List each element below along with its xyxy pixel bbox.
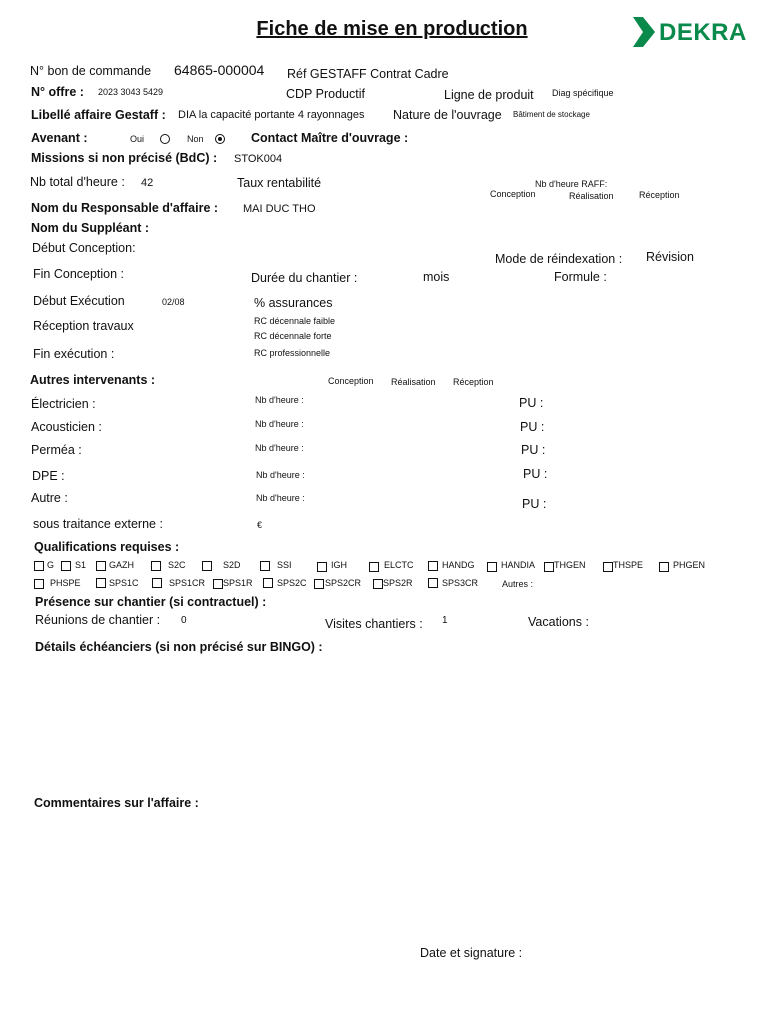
qual-sps2c-checkbox[interactable] [263, 578, 273, 588]
assurances-label: % assurances [254, 296, 333, 310]
ref-gestaff: Réf GESTAFF Contrat Cadre [287, 67, 449, 81]
nb-total-heure-label: Nb total d'heure : [30, 175, 125, 189]
qual-handia-checkbox[interactable] [487, 562, 497, 572]
qual-s2c-checkbox[interactable] [151, 561, 161, 571]
qual-sps3cr-label: SPS3CR [442, 578, 479, 588]
qual-s2d-label: S2D [223, 560, 241, 570]
acousticien-nb-heure: Nb d'heure : [255, 419, 304, 429]
nb-total-heure-value: 42 [141, 177, 154, 189]
qual-thgen-label: THGEN [554, 560, 586, 570]
qual-sps2r-checkbox[interactable] [373, 579, 383, 589]
revision-label: Révision [646, 250, 694, 264]
commentaires-label: Commentaires sur l'affaire : [34, 796, 199, 810]
raff-realisation: Réalisation [569, 191, 614, 201]
qual-sps1c-checkbox[interactable] [96, 578, 106, 588]
responsable-value: MAI DUC THO [243, 203, 316, 215]
qual-sps1c-label: SPS1C [109, 578, 139, 588]
debut-execution-value: 02/08 [162, 297, 185, 307]
offre-value: 2023 3043 5429 [98, 87, 164, 97]
reception-travaux-label: Réception travaux [33, 319, 134, 333]
qual-sps1r-checkbox[interactable] [213, 579, 223, 589]
visites-label: Visites chantiers : [325, 617, 423, 631]
qual-sps2cr-label: SPS2CR [325, 578, 362, 588]
reindexation-label: Mode de réindexation : [495, 252, 623, 266]
qual-handg-checkbox[interactable] [428, 561, 438, 571]
vacations-label: Vacations : [528, 615, 589, 629]
qual-gazh-checkbox[interactable] [96, 561, 106, 571]
intervenants-label: Autres intervenants : [30, 373, 156, 387]
dpe-pu: PU : [523, 467, 548, 481]
acousticien-label: Acousticien : [31, 420, 102, 434]
qual-sps1r-label: SPS1R [223, 578, 253, 588]
debut-execution-label: Début Exécution [33, 294, 125, 308]
autre-nb-heure: Nb d'heure : [256, 493, 305, 503]
dekra-logo-icon [631, 15, 657, 49]
autre-label: Autre : [31, 491, 68, 505]
avenant-oui-label: Oui [130, 134, 145, 144]
permea-pu: PU : [521, 443, 546, 457]
qual-g-label: G [47, 560, 55, 570]
intervenants-reception: Réception [453, 377, 494, 387]
qual-handia-label: HANDIA [501, 560, 536, 570]
sous-traitance-label: sous traitance externe : [33, 517, 163, 531]
offre-label: N° offre : [31, 85, 84, 99]
raff-reception: Réception [639, 190, 680, 200]
qual-thspe-label: THSPE [613, 560, 644, 570]
qual-s2c-label: S2C [168, 560, 186, 570]
page-title: Fiche de mise en production [256, 18, 528, 40]
qual-thgen-checkbox[interactable] [544, 562, 554, 572]
ligne-produit-value: Diag spécifique [552, 88, 614, 98]
commande-label: N° bon de commande [30, 64, 152, 78]
qual-phgen-label: PHGEN [673, 560, 706, 570]
qual-sps2c-label: SPS2C [277, 578, 307, 588]
libelle-affaire-value: DIA la capacité portante 4 rayonnages [178, 109, 365, 121]
qual-s2d-checkbox[interactable] [202, 561, 212, 571]
electricien-pu: PU : [519, 396, 544, 410]
avenant-oui-radio[interactable] [160, 134, 170, 144]
nature-ouvrage-label: Nature de l'ouvrage [393, 108, 502, 122]
autre-pu: PU : [522, 497, 547, 511]
fin-conception-label: Fin Conception : [33, 267, 125, 281]
rc-decennale-faible: RC décennale faible [254, 316, 336, 326]
qual-s1-checkbox[interactable] [61, 561, 71, 571]
qual-sps2r-label: SPS2R [383, 578, 413, 588]
avenant-label: Avenant : [31, 131, 88, 145]
ligne-produit-label: Ligne de produit [444, 88, 534, 102]
qual-gazh-label: GAZH [109, 560, 135, 570]
contact-moa-label: Contact Maître d'ouvrage : [251, 131, 409, 145]
qual-sps3cr-checkbox[interactable] [428, 578, 438, 588]
duree-chantier-label: Durée du chantier : [251, 271, 358, 285]
intervenants-conception: Conception [328, 376, 374, 386]
qual-sps1cr-checkbox[interactable] [152, 578, 162, 588]
suppleant-label: Nom du Suppléant : [31, 221, 150, 235]
qualifications-label: Qualifications requises : [34, 540, 180, 554]
qual-autres-label: Autres : [502, 579, 534, 589]
acousticien-pu: PU : [520, 420, 545, 434]
qual-handg-label: HANDG [442, 560, 475, 570]
qual-igh-label: IGH [331, 560, 348, 570]
libelle-affaire-label: Libellé affaire Gestaff : [31, 108, 166, 122]
presence-label: Présence sur chantier (si contractuel) : [35, 595, 267, 609]
dpe-label: DPE : [32, 469, 65, 483]
reunions-value: 0 [181, 615, 187, 626]
qual-phgen-checkbox[interactable] [659, 562, 669, 572]
qual-s1-label: S1 [75, 560, 87, 570]
avenant-non-label: Non [187, 134, 204, 144]
qual-sps2cr-checkbox[interactable] [314, 579, 324, 589]
taux-rentabilite-label: Taux rentabilité [237, 176, 322, 190]
qual-g-checkbox[interactable] [34, 561, 44, 571]
debut-conception-label: Début Conception: [32, 241, 136, 255]
responsable-label: Nom du Responsable d'affaire : [31, 201, 219, 215]
qual-ssi-checkbox[interactable] [260, 561, 270, 571]
raff-conception: Conception [490, 189, 536, 199]
qual-phspe-checkbox[interactable] [34, 579, 44, 589]
rc-professionnelle: RC professionnelle [254, 348, 331, 358]
reunions-label: Réunions de chantier : [35, 613, 161, 627]
electricien-nb-heure: Nb d'heure : [255, 395, 304, 405]
electricien-label: Électricien : [31, 397, 96, 411]
dekra-logo [631, 15, 751, 49]
missions-label: Missions si non précisé (BdC) : [31, 151, 218, 165]
fin-execution-label: Fin exécution : [33, 347, 115, 361]
qual-sps1cr-label: SPS1CR [169, 578, 206, 588]
duree-unit: mois [423, 270, 450, 284]
logo-text: DEKRA [659, 19, 747, 46]
signature-label: Date et signature : [420, 946, 523, 960]
qual-thspe-checkbox[interactable] [603, 562, 613, 572]
rc-decennale-forte: RC décennale forte [254, 331, 332, 341]
nature-ouvrage-value: Bâtiment de stockage [513, 110, 590, 119]
qual-ssi-label: SSI [277, 560, 292, 570]
formule-label: Formule : [554, 270, 607, 284]
permea-label: Perméa : [31, 443, 82, 457]
intervenants-realisation: Réalisation [391, 377, 436, 387]
permea-nb-heure: Nb d'heure : [255, 443, 304, 453]
euro-sign: € [257, 520, 263, 530]
qual-igh-checkbox[interactable] [317, 562, 327, 572]
nb-heure-raff-label: Nb d'heure RAFF: [535, 179, 608, 189]
dpe-nb-heure: Nb d'heure : [256, 470, 305, 480]
qual-elctc-label: ELCTC [384, 560, 414, 570]
qual-phspe-label: PHSPE [50, 578, 81, 588]
visites-value: 1 [442, 615, 448, 626]
qual-elctc-checkbox[interactable] [369, 562, 379, 572]
echeanciers-label: Détails échéanciers (si non précisé sur BINGO) : [35, 640, 323, 654]
commande-value: 64865-000004 [174, 63, 265, 77]
missions-value: STOK004 [234, 153, 283, 165]
cdp-productif: CDP Productif [286, 87, 365, 101]
avenant-non-radio[interactable] [215, 134, 225, 144]
